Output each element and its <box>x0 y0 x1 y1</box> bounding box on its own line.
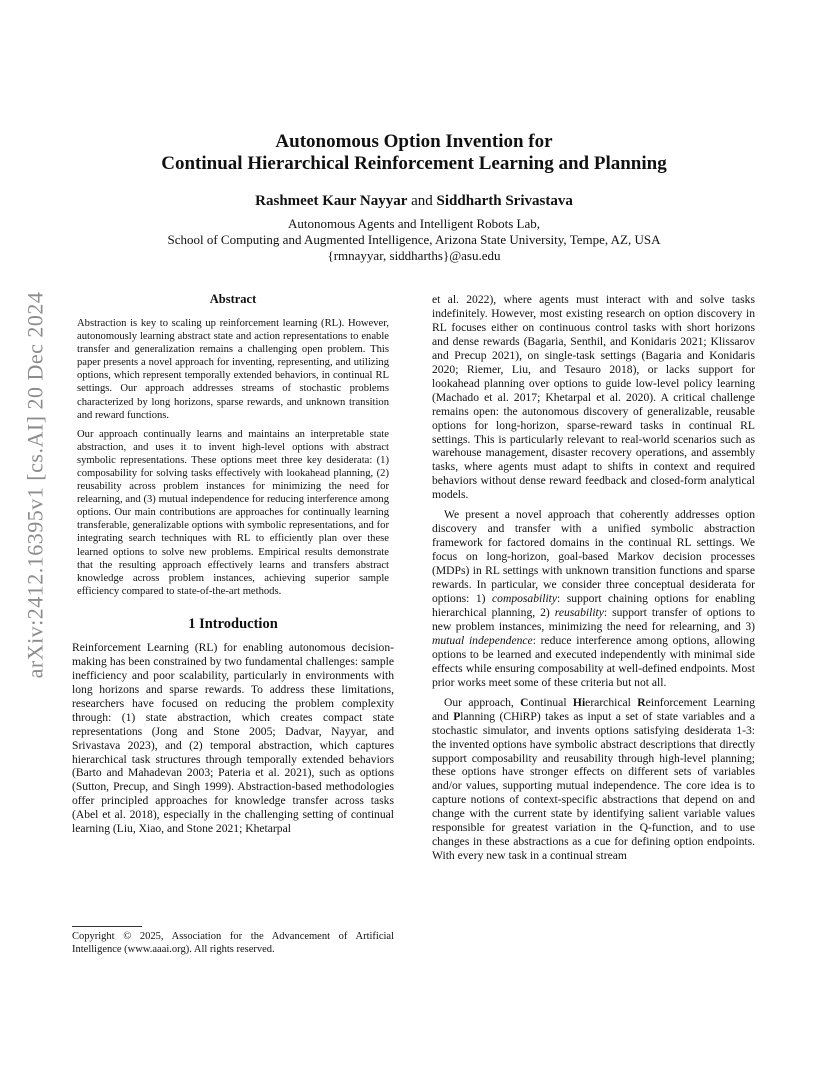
right-paragraph-3 <box>432 696 755 863</box>
p3-word-2: erarchical <box>585 695 638 709</box>
paper-header <box>0 131 828 264</box>
p3-text-a: Our approach, <box>444 695 521 709</box>
author-1: Rashmeet Kaur Nayyar <box>255 193 408 209</box>
acronym-letter-hi: Hi <box>572 695 586 709</box>
acronym-letter-c: C <box>520 695 529 709</box>
term-mutual-independence: mutual independence <box>432 633 533 647</box>
abstract-paragraph-2: Our approach continually learns and maintains an interpretable state abstraction, and uses it to invent high-level options with abstract symbolic representations. These options meet three key desiderata: (1) composability for solving tasks effectively with lookahead planning, (2) reusability across problem instances for minimizing the need for relearning, and (3) mutual independence for reducing interference among options. Our main contributions are approaches for continually learning transferable, generalizable options with symbolic representations, and for integrating search techniques with RL to efficiently plan over these learned options to solve new problems. Empirical results demonstrate that the resulting approach effectively learns and transfers abstract knowledge across problem instances, achieving superior sample efficiency compared to state-of-the-art methods. <box>77 428 389 597</box>
arxiv-identifier-stamp <box>20 280 50 690</box>
author-2: Siddharth Srivastava <box>436 193 573 209</box>
affiliation-lab: Autonomous Agents and Intelligent Robots Lab, <box>287 216 541 231</box>
p3-word-3: einforcement Learning and <box>432 695 756 723</box>
term-reusability: reusability <box>554 605 604 619</box>
title-line-1: Autonomous Option Invention for <box>275 131 553 152</box>
right-paragraph-2 <box>432 508 755 689</box>
p2-text-c: : support transfer of options to new problem instances, minimizing the need for relearning, and 3) <box>432 605 755 633</box>
affiliation-school: School of Computing and Augmented Intelligence, Arizona State University, Tempe, AZ, USA <box>167 232 661 247</box>
paper-title <box>0 131 828 175</box>
footnote-divider <box>72 926 142 927</box>
author-list <box>0 192 828 210</box>
author-conjunction: and <box>407 193 437 209</box>
term-composability: composability <box>492 592 558 606</box>
p2-text-a: We present a novel approach that coherently addresses option discovery and transfer with a unified symbolic abstraction framework for factored domains in the continual RL settings. We focus on long-horizon, goal-based Markov decision processes (MDPs) in RL settings with unknown transition functions and sparse rewards. In particular, we consider three conceptual desiderata for options: 1) <box>432 508 755 606</box>
right-paragraph-1: et al. 2022), where agents must interact with and solve tasks indefinitely. However, most existing research on option discovery in RL focuses either on continuous control tasks with short horizons and dense rewards (Bagaria, Senthil, and Konidaris 2021; Klissarov and Precup 2021), on single-task settings (Bagaria and Konidaris 2020; Riemer, Liu, and Tesauro 2018), or lacks support for lookahead planning over options to guide low-level policy learning (Machado et al. 2017; Khetarpal et al. 2020). A critical challenge remains open: the autonomous discovery of generalizable, reusable options for long-horizon, sparse-reward tasks in continual RL settings. This is particularly relevant to real-world scenarios such as warehouse management, disaster recovery operations, and assembly tasks, where agents must adapt to shifts in context and required behaviors without dense reward feedback and closed-form analytical models. <box>432 293 755 502</box>
affiliation-email: {rmnayyar, siddharths}@asu.edu <box>327 248 501 263</box>
right-column <box>432 293 755 863</box>
abstract-paragraph-1: Abstraction is key to scaling up reinforcement learning (RL). However, autonomously learning abstract state and action representations to enable transfer and generalization remains a challenging open problem. This paper presents a novel approach for inventing, representing, and utilizing options, which represent temporally extended behaviors, in continual RL settings. Our approach addresses streams of stochastic problems characterized by long horizons, sparse rewards, and unknown transition and reward functions. <box>77 317 389 421</box>
p2-text-d: : reduce interference among options, allowing options to be learned and executed independently with minimal side effects while ensuring composability at well-defined endpoints. Most prior works meet some of these criteria but not all. <box>432 633 756 689</box>
acronym-letter-p: P <box>453 709 461 723</box>
title-line-2: Continual Hierarchical Reinforcement Learning and Planning <box>161 153 667 174</box>
abstract-body <box>72 317 394 598</box>
abstract-heading: Abstract <box>209 292 257 306</box>
p3-word-4: lanning (CHiRP) takes as input a set of state variables and a stochastic simulator, and invents options satisfying desiderata 1-3: the invented options have symbolic abstract descriptions that directly support composability and reusability through high-level planning; these options have stronger effects on different sets of variables and/or values, supporting mutual independence. The core idea is to capture notions of context-specific abstractions that depend on and change with the current state by identifying salient variable values responsible for greatest variation in the Q-function, and to use changes in these abstractions as a cue for defining option endpoints. With every new task in a continual stream <box>432 709 756 863</box>
left-column <box>72 293 394 836</box>
p2-text-b: : support chaining options for enabling hierarchical planning, 2) <box>432 592 755 619</box>
affiliation <box>0 216 828 264</box>
intro-paragraph-1: Reinforcement Learning (RL) for enabling autonomous decision-making has been constrained by two fundamental challenges: sample inefficiency and poor scalability, particularly in environments with long horizons and sparse rewards. To address these limitations, researchers have focused on reducing the problem complexity through: (1) state abstraction, which creates compact state representations (Jong and Stone 2005; Dadvar, Nayyar, and Srivastava 2023), and (2) temporal abstraction, which captures hierarchical task structures through temporally extended behaviors (Barto and Mahadevan 2003; Pateria et al. 2021), such as options (Sutton, Precup, and Singh 1999). Abstraction-based methodologies offer principled approaches for knowledge transfer across tasks (Abel et al. 2018), especially in the challenging setting of continual learning (Liu, Xiao, and Stone 2021; Khetarpal <box>72 640 394 836</box>
section-heading-introduction: 1 Introduction <box>188 615 278 632</box>
p3-word-1: ontinual <box>528 695 573 709</box>
arxiv-stamp-text: arXiv:2412.16395v1 [cs.AI] 20 Dec 2024 <box>22 291 47 679</box>
copyright-footnote: Copyright © 2025, Association for the Advancement of Artificial Intelligence (www.aaai.org). All rights reserved. <box>72 931 394 955</box>
acronym-letter-r: R <box>637 695 646 709</box>
